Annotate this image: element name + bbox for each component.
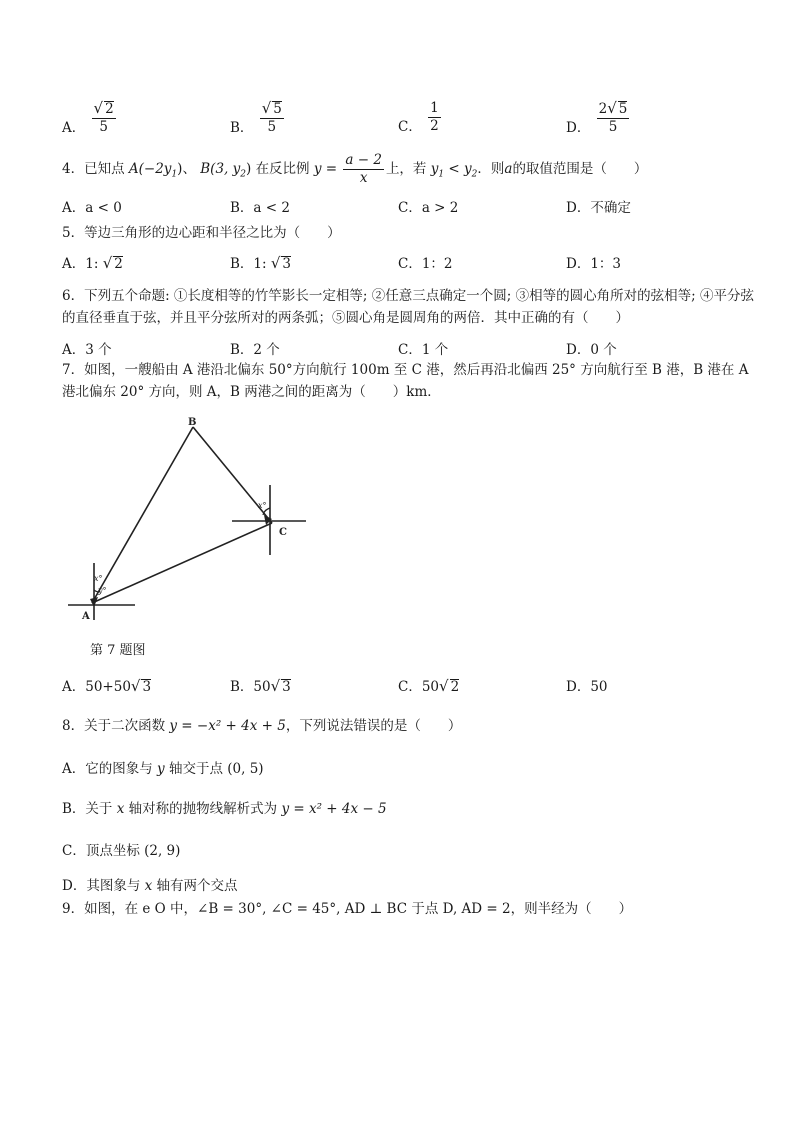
q8-option-d[interactable]: D．其图象与 x 轴有两个交点	[62, 878, 238, 894]
svg-text:x°: x°	[258, 501, 267, 510]
q8-stem: 8．关于二次函数 y = −x² + 4x + 5，下列说法错误的是（ ）	[62, 718, 462, 734]
q6-option-b[interactable]: B．2 个	[230, 342, 280, 358]
q7-stem: 7．如图，一艘船由 A 港沿北偏东 50°方向航行 100m 至 C 港，然后再沿北偏西 25° 方向航行至 B 港，B 港在 A 港北偏东 20° 方向，则 A，B 两港之间的距离为（ ）km．	[62, 362, 749, 400]
svg-text:y°: y°	[98, 586, 107, 595]
q6-option-a[interactable]: A．3 个	[62, 342, 112, 358]
q5-stem: 5．等边三角形的边心距和半径之比为（ ）	[62, 225, 341, 241]
q5-option-b[interactable]: B．1: √ 3	[230, 254, 292, 272]
q3-option-b[interactable]: B． $\frac{√ 5}{5}$	[230, 99, 282, 136]
q6-option-c[interactable]: C．1 个	[398, 342, 449, 358]
q3-option-d[interactable]: D． $\frac{2√ 5}{5}$	[566, 99, 628, 136]
q5-option-a[interactable]: A．1: √ 2	[62, 254, 123, 272]
q4-stem: 4．已知点 $A(-2y_1)$、 B(3, $y_2$) 在反比例 y = $\frac{a - 2}{x}$ 上，若 $y_1 < y_2$．则a的取值范围是（ ）	[62, 152, 648, 186]
fraction: $\frac{2√ 5}{5}$	[598, 99, 628, 135]
q8-option-a[interactable]: A．它的图象与 y 轴交于点 (0, 5)	[62, 761, 264, 777]
label-c: C	[279, 527, 287, 538]
q7-option-a[interactable]: A．50+50√ 3	[62, 677, 152, 695]
q5-option-d[interactable]: D．1：3	[566, 256, 622, 272]
q7-figure	[60, 415, 320, 630]
q5-options	[62, 252, 754, 274]
fraction: $\frac{√ 5}{5}$	[261, 99, 282, 135]
label-a: A	[82, 611, 90, 622]
fraction: $\frac{√ 2}{5}$	[93, 99, 114, 135]
q7-option-c[interactable]: C．50√ 2	[398, 677, 460, 695]
fraction: $\frac{a - 2}{x}$	[345, 152, 382, 186]
q4-option-c[interactable]: C．a > 2	[398, 200, 459, 216]
q6-stem: 6．下列五个命题: ①长度相等的竹竿影长一定相等; ②任意三点确定一个圆; ③相等的圆心角所对的弦相等; ④平分弦的直径垂直于弦，并且平分弦所对的两条弧；⑤圆心角是圆周角的两倍．其中正确的有（ ）	[62, 288, 754, 326]
svg-text:x°: x°	[94, 574, 103, 583]
q6-options	[62, 338, 754, 358]
label-b: B	[188, 417, 197, 428]
q4-option-a[interactable]: A．a < 0	[62, 200, 122, 216]
q8-option-c[interactable]: C．顶点坐标 (2, 9)	[62, 843, 181, 859]
q3-option-c[interactable]: C． $\frac{1}{2}$	[398, 100, 439, 135]
segment-ac	[92, 523, 272, 603]
q6-option-d[interactable]: D．0 个	[566, 342, 617, 358]
q7-option-d[interactable]: D．50	[566, 679, 608, 695]
q4-option-d[interactable]: D．不确定	[566, 200, 631, 216]
q4-option-b[interactable]: B．a < 2	[230, 200, 290, 216]
fraction: $\frac{1}{2}$	[430, 100, 439, 134]
q3-option-a[interactable]: A． $\frac{√ 2}{5}$	[62, 99, 114, 136]
q4-options	[62, 196, 754, 216]
q7-option-b[interactable]: B．50√ 3	[230, 677, 291, 695]
q3-options	[62, 100, 754, 144]
q8-option-b[interactable]: B．关于 x 轴对称的抛物线解析式为 y = x² + 4x − 5	[62, 801, 387, 817]
q9-stem: 9．如图，在 e O 中，∠B = 30°, ∠C = 45°, AD ⊥ BC 于点 D, AD = 2，则半经为（ ）	[62, 901, 633, 917]
q5-option-c[interactable]: C．1：2	[398, 256, 453, 272]
segment-ab	[92, 427, 193, 603]
figure-caption: 第 7 题图	[90, 643, 146, 658]
q7-options	[62, 675, 754, 697]
